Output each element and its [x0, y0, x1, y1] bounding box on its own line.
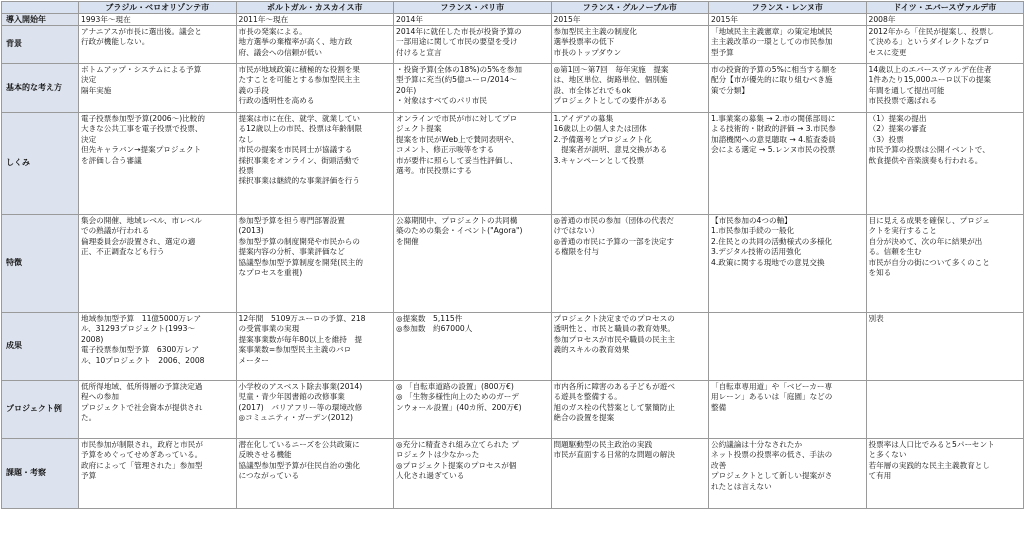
cell-text-line: 1.アイデアの募集 [553, 114, 614, 123]
cell-text-line: 2.予備選考とプロジェクト化 [553, 134, 652, 144]
cell-text-line: 透明性と、市民と職員の教育効果。 [553, 324, 675, 334]
cell-text-line: ◎第1回～第7回 毎年実施 提案 [553, 65, 669, 74]
cell-text-line: 「地域民主主義憲章」の策定地域民 [711, 27, 833, 36]
table-cell [236, 26, 394, 64]
cell-text-line: 但先キャラバン→提案プロジェクト [81, 145, 202, 155]
cell-text-line: (2017) バリアフリー等の環境改修 [238, 402, 363, 412]
table-cell [236, 381, 394, 439]
cell-text-line: て有用 [868, 471, 892, 481]
cell-text-line: と多くない [868, 450, 907, 460]
table-cell [709, 381, 867, 439]
cell-text-line: 電子投票参加型予算(2006～)比較的 [81, 114, 205, 123]
header-corner [2, 2, 79, 14]
table-cell [79, 381, 237, 439]
cell-text-line: 2008年 [868, 15, 896, 24]
cell-text-line: (2013) [238, 226, 264, 236]
table-row [2, 313, 1024, 381]
cell-text-line: の受賞事業の実現 [238, 324, 300, 334]
cell-text-line: 参加型予算を担う専門部署設置 [238, 216, 345, 225]
cell-text-line: 隔年実施 [81, 85, 112, 95]
table-row [2, 215, 1024, 313]
cell-text-line: 電子投票参加型予算 6300万レア [81, 345, 200, 355]
cell-text-line: る権限を付与 [553, 247, 600, 257]
row-header: 課題・考察 [2, 439, 79, 509]
cell-text-line: 整備 [711, 402, 727, 412]
cell-text-line: 集会の開催、地域レベル、市レベル [81, 216, 202, 225]
column-header: フランス・グルノーブル市 [551, 2, 709, 14]
cell-text-line: 2015年 [711, 15, 738, 24]
cell-text-line: 提案内容の分析、事業評価など [238, 247, 345, 257]
table-cell [551, 26, 709, 64]
cell-text-line: 【市民参加の4つの軸】 [711, 216, 792, 225]
cell-text-line: 16歳以上の個人または団体 [553, 124, 647, 134]
table-cell [551, 215, 709, 313]
table-row [2, 439, 1024, 509]
table-row [2, 14, 1024, 26]
cell-text-line: セスに変更 [868, 47, 907, 57]
table-cell [866, 64, 1024, 113]
table-cell [551, 64, 709, 113]
cell-text-line: 予算をめぐってせめぎあっている。 [81, 450, 203, 460]
cell-text-line: 市が要件に照らして妥当性評価し、 [396, 155, 518, 165]
table-cell [79, 113, 237, 215]
cell-text-line: 投票率は人口比でみると5パーセント [868, 440, 995, 449]
cell-text-line: 反映させる機能 [238, 450, 292, 460]
table-cell [551, 313, 709, 381]
cell-text-line: 正、不正調査なども行う [81, 247, 165, 257]
cell-text-line: 採択事業は継続的な事業評価を行う [238, 176, 360, 186]
table-cell [236, 313, 394, 381]
table-cell [866, 113, 1024, 215]
table-cell [79, 215, 237, 313]
cell-text-line: 築のための集会・イベント("Agora") [396, 226, 523, 236]
cell-text-line: は、地区単位、街路単位、個別施 [553, 75, 668, 85]
cell-text-line: プロジェクトとしての要件がある [553, 96, 668, 106]
cell-text-line: ロジェクトは少なかった [396, 450, 480, 460]
cell-text-line: る12歳以上の市民、投票は年齢制限 [238, 124, 363, 134]
cell-text-line: 提案事業数が毎年80以上を維持 提 [238, 334, 363, 344]
cell-text-line: を知る [868, 268, 892, 278]
cell-text-line: 旭のガス栓の代替案として緊簡防止 [553, 402, 675, 412]
cell-text-line: 問題駆動型の民主政治の実践 [553, 440, 653, 449]
column-header: フランス・レンヌ市 [709, 2, 867, 14]
cell-text-line: 自分が決めて、次の年に結果が出 [868, 236, 983, 246]
cell-text-line: 協議型参加型予算制度を開発(民主的 [238, 257, 363, 267]
table-cell [709, 26, 867, 64]
cell-text-line: なプロセスを重視) [238, 268, 303, 278]
cell-text-line: 会による選定 → 5.レンヌ市民の投票 [711, 145, 836, 155]
cell-text-line: 選挙投票率の低下 [553, 37, 615, 47]
cell-text-line: 3.デジタル技術の活用強化 [711, 247, 802, 257]
row-header: 特徴 [2, 215, 79, 313]
cell-text-line: 地域参加型予算 11億5000万レア [81, 314, 202, 323]
table-cell [709, 113, 867, 215]
table-cell [236, 14, 394, 26]
table-cell [236, 113, 394, 215]
cell-text-line: を開催 [396, 236, 419, 246]
cell-text-line: れたとは言えない [711, 481, 772, 491]
cell-text-line: 付けると宣言 [396, 47, 442, 57]
cell-text-line: 別表 [868, 314, 884, 323]
cell-text-line: 型予算に充当(約5億ユーロ/2014～ [396, 75, 517, 85]
cell-text-line: 提案は市に在住、就学、就業してい [238, 114, 360, 123]
cell-text-line: 市民が直面する日常的な問題の解決 [553, 450, 675, 460]
cell-text-line: 設、市全体どれでもok [553, 85, 631, 95]
cell-text-line: クトを実行すること [868, 226, 937, 236]
cell-text-line: ◎充分に精査され組み立てられた プ [396, 440, 519, 449]
cell-text-line: 義の手段 [238, 85, 269, 95]
cell-text-line: での熟議が行われる [81, 226, 150, 236]
cell-text-line: 低所得地域、低所得層の予算決定過 [81, 382, 203, 391]
table-cell [394, 26, 552, 64]
cell-text-line: プロジェクト決定までのプロセスの [553, 314, 675, 323]
table-cell [236, 64, 394, 113]
cell-text-line: 採択事業をオンライン、街頭活動で [238, 155, 360, 165]
cell-text-line: 案事業数=参加型民主主義のバロ [238, 345, 352, 355]
cell-text-line: 児童・青少年図書館の改修事業 [238, 392, 345, 402]
cell-text-line: 20年) [396, 85, 417, 95]
table-cell [551, 439, 709, 509]
cell-text-line: 目に見える成果を確保し、プロジェ [868, 216, 990, 225]
cell-text-line: ・対象はすべてのパリ市民 [396, 96, 487, 106]
column-header: ブラジル・ベロオリゾンテ市 [79, 2, 237, 14]
cell-text-line: 参加プロセスが市民や職員の民主主 [553, 334, 675, 344]
table-cell [394, 14, 552, 26]
cell-text-line: ル、10プロジェクト 2006、2008 [81, 355, 205, 365]
cell-text-line: を評価し合う審議 [81, 155, 142, 165]
cell-text-line: オンラインで市民が市に対してプロ [396, 114, 518, 123]
cell-text-line: ◎参加数 約67000人 [396, 324, 473, 334]
table-cell [394, 313, 552, 381]
table-cell [551, 14, 709, 26]
table-cell [394, 113, 552, 215]
table-row [2, 26, 1024, 64]
cell-text-line: プロジェクトで社会資本が提供され [81, 402, 203, 412]
cell-text-line: ネット投票の投票率の低さ、手法の [711, 450, 833, 460]
header-row [2, 2, 1024, 14]
cell-text-line: 4.政策に関する現地での意見交換 [711, 257, 825, 267]
table-cell [79, 64, 237, 113]
cell-text-line: 協議型参加型予算が住民自治の強化 [238, 460, 360, 470]
cell-text-line: 行政が機能しない。 [81, 37, 150, 47]
cell-text-line: 地方選挙の棄権率が高く、地方政 [238, 37, 353, 47]
cell-text-line: （2）提案の審査 [868, 124, 927, 134]
cell-text-line: 市長のトップダウン [553, 47, 622, 57]
cell-text-line: 決定 [81, 75, 97, 85]
cell-text-line: ンウォール設置」(40カ所、200万€) [396, 402, 522, 412]
cell-text-line: ・投資予算(全体の18%)の5%を参加 [396, 65, 522, 74]
cell-text-line: ボトムアップ・システムによる予算 [81, 65, 202, 74]
cell-text-line: 1993年～現在 [81, 15, 131, 24]
cell-text-line: 3.キャンペーンとして投票 [553, 155, 645, 165]
table-cell [551, 381, 709, 439]
cell-text-line: 公約議論は十分なされたか [711, 440, 803, 449]
table-cell [866, 215, 1024, 313]
cell-text-line: 小学校のアスベスト除去事業(2014) [238, 382, 363, 391]
cell-text-line: 提案者が説明、意見交換がある [553, 145, 668, 155]
column-header: フランス・パリ市 [394, 2, 552, 14]
cell-text-line: 府、議会への信頼が低い [238, 47, 323, 57]
cell-text-line: 1.事業案の募集 → 2.市の関係部局に [711, 114, 836, 123]
cell-text-line: た。 [81, 413, 97, 423]
cell-text-line: 市民参加が制限され，政府と市民が [81, 440, 203, 449]
cell-text-line: （3）投票 [868, 134, 904, 144]
cell-text-line: て決める」というダイレクトなプロ [868, 37, 990, 47]
cell-text-line: 提案を市民がWeb上で賛同表明や、 [396, 134, 519, 144]
row-header: プロジェクト例 [2, 381, 79, 439]
cell-text-line: 策で分類】 [711, 85, 749, 95]
cell-text-line: る。信頼を生む [868, 247, 922, 257]
cell-text-line: 2012年から「住民が提案し、投票し [868, 27, 995, 36]
cell-text-line: 2014年 [396, 15, 423, 24]
cell-text-line: 2011年～現在 [238, 15, 289, 24]
cell-text-line: 2.住民との共同の活動様式の多様化 [711, 236, 833, 246]
cell-text-line: ◎普通の市民に予算の一部を決定す [553, 236, 675, 246]
table-cell [236, 215, 394, 313]
cell-text-line: たすことを可能とする参加型民主主 [238, 75, 360, 85]
cell-text-line: 程への参加 [81, 392, 119, 402]
cell-text-line: 決定 [81, 134, 97, 144]
table-row [2, 64, 1024, 113]
cell-text-line: メーター [238, 355, 269, 365]
cell-text-line: 市民が自分の街について多くのこと [868, 257, 990, 267]
cell-text-line: 若年層の実践的な民主主義教育とし [868, 460, 990, 470]
cell-text-line: 参加型民主主義の制度化 [553, 27, 638, 36]
cell-text-line: なし [238, 134, 254, 144]
cell-text-line: 1件あたり15,000ユーロ以下の提案 [868, 75, 992, 85]
cell-text-line: ◎ 「生物多様性向上のためのガーデ [396, 392, 519, 402]
table-cell [79, 439, 237, 509]
cell-text-line: 市の投資的予算の5%に相当する額を [711, 65, 837, 74]
row-header: 基本的な考え方 [2, 64, 79, 113]
table-cell [709, 215, 867, 313]
cell-text-line: 加諮機関への意見聴取 → 4.監査委員 [711, 134, 836, 144]
cell-text-line: プロジェクトとして新しい提案がさ [711, 471, 833, 481]
cell-text-line: る遊具を整備する。 [553, 392, 622, 402]
cell-text-line: 配分【市が優先的に取り組むべき施 [711, 75, 833, 85]
table-cell [866, 14, 1024, 26]
cell-text-line: 行政の透明性を高める [238, 96, 315, 106]
cell-text-line: ◎提案数 5,115件 [396, 314, 463, 323]
cell-text-line: ◎普通の市民の参加（団体の代表だ [553, 216, 675, 225]
cell-text-line: 絶合の設置を提案 [553, 413, 615, 423]
cell-text-line: 人化され過ぎている [396, 471, 465, 481]
cell-text-line: コメント、修正示唆等をする [396, 145, 495, 155]
table-cell [866, 313, 1024, 381]
cell-text-line: 市民が地域政策に積極的な役割を果 [238, 65, 360, 74]
cell-text-line: 予算 [81, 471, 97, 481]
cell-text-line: （1）提案の提出 [868, 114, 927, 123]
cell-text-line: 政府によって「管理された」参加型 [81, 460, 203, 470]
table-cell [79, 313, 237, 381]
cell-text-line: 大きな公共工事を電子投票で投票、 [81, 124, 203, 134]
comparison-table [1, 1, 1024, 509]
cell-text-line: 市民の提案を市民同士が協議する [238, 145, 353, 155]
cell-text-line: けではない） [553, 226, 600, 236]
table-row [2, 381, 1024, 439]
cell-text-line: 改善 [711, 460, 727, 470]
cell-text-line: ◎コミュニティ・ガーデン(2012) [238, 413, 353, 423]
cell-text-line: 市長の発案による。 [238, 27, 307, 36]
row-header: 背景 [2, 26, 79, 64]
cell-text-line: 義的スキルの教育効果 [553, 345, 630, 355]
cell-text-line: 「自転車専用道」や「ベビーカー専 [711, 382, 833, 391]
table-cell [551, 113, 709, 215]
cell-text-line: 一部用途に関して市民の要望を受け [396, 37, 518, 47]
cell-text-line: 倫理委員会が設置され、選定の適 [81, 236, 196, 246]
cell-text-line: 市内各所に障害のある子どもが遊べ [553, 382, 675, 391]
table-row [2, 113, 1024, 215]
cell-text-line: 投票 [238, 166, 254, 176]
row-header: 成果 [2, 313, 79, 381]
table-cell [709, 439, 867, 509]
table-cell [394, 439, 552, 509]
cell-text-line: ジェクト提案 [396, 124, 442, 134]
cell-text-line: 2015年 [553, 15, 581, 24]
cell-text-line: ル、31293プロジェクト(1993～ [81, 324, 196, 334]
cell-text-line: 公募期間中、プロジェクトの共同構 [396, 216, 518, 225]
cell-text-line: 年間を通して提出可能 [868, 85, 945, 95]
table-cell [236, 439, 394, 509]
table-cell [866, 381, 1024, 439]
cell-text-line: 市民予算の投票は公開イベントで、 [868, 145, 990, 155]
cell-text-line: 2014年に就任した市長が投資予算の [396, 27, 522, 36]
cell-text-line: 潜在化しているニーズを公共政策に [238, 440, 360, 449]
table-cell [79, 14, 237, 26]
table-cell [709, 313, 867, 381]
cell-text-line: 14歳以上のエバースヴァルデ在住者 [868, 65, 992, 74]
table-cell [866, 26, 1024, 64]
cell-text-line: 12年間 5109万ユーロの予算、218 [238, 314, 366, 323]
cell-text-line: ◎プロジェクト提案のプロセスが個 [396, 460, 517, 470]
table-cell [394, 381, 552, 439]
table-cell [866, 439, 1024, 509]
cell-text-line: につながっている [238, 471, 300, 481]
cell-text-line: 参加型予算の制度開発や市民からの [238, 236, 360, 246]
cell-text-line: 用レーン」あるいは「庭園」などの [711, 392, 833, 402]
row-header: しくみ [2, 113, 79, 215]
cell-text-line: アナニアスが市長に選出後。議会と [81, 27, 202, 36]
table-cell [394, 64, 552, 113]
cell-text-line: 型予算 [711, 47, 734, 57]
table-cell [709, 14, 867, 26]
column-header: ポルトガル・カスカイス市 [236, 2, 394, 14]
cell-text-line: よる技術的・財政的評価 → 3.市民参 [711, 124, 836, 134]
cell-text-line: 主主義改革の一環としての市民参加 [711, 37, 833, 47]
cell-text-line: 市民投票で選ばれる [868, 96, 937, 106]
row-header: 導入開始年 [2, 14, 79, 26]
cell-text-line: 1.市民参加手続の一般化 [711, 226, 795, 236]
table-cell [79, 26, 237, 64]
cell-text-line: 選考。市民投票にする [396, 166, 472, 176]
cell-text-line: 飲食提供や音楽演奏も行われる。 [868, 155, 983, 165]
column-header: ドイツ・エバースヴァルデ市 [866, 2, 1024, 14]
cell-text-line: ◎ 「自転車道路の設置」(800万€) [396, 382, 514, 391]
cell-text-line: 2008) [81, 334, 104, 344]
table-cell [394, 215, 552, 313]
table-cell [709, 64, 867, 113]
